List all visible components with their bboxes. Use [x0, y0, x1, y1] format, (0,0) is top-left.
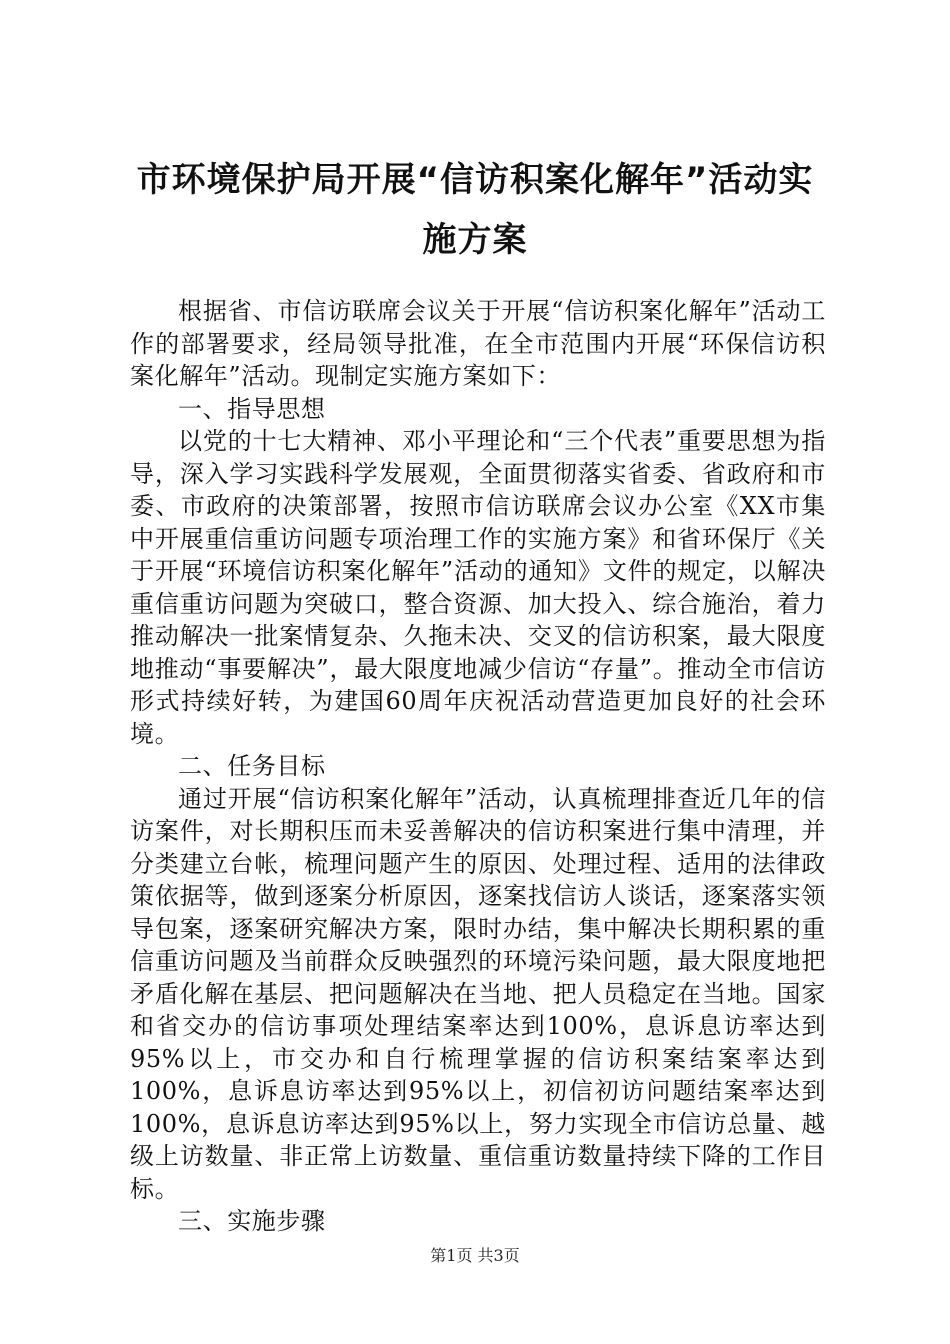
- guiding-ideology-paragraph: 以党的十七大精神、邓小平理论和“三个代表”重要思想为指导，深入学习实践科学发展观，全面贯彻落实省委、省政府和市委、市政府的决策部署，按照市信访联席会议办公室《XX市集中开展重信重访问题专项治理工作的实施方案》和省环保厅《关于开展“环境信访积案化解年”活动的通知》文件的规定，以解决重信重访问题为突破口，整合资源、加大投入、综合施治，着力推动解决一批案情复杂、久拖未决、交叉的信访积案，最大限度地推动“事要解决”，最大限度地减少信访“存量”。推动全市信访形式持续好转，为建国60周年庆祝活动营造更加良好的社会环境。: [130, 427, 826, 748]
- document-body: [130, 295, 826, 1238]
- page-number-footer: 第1页 共3页: [430, 1246, 520, 1265]
- section-heading-implementation-steps: 三、实施步骤: [178, 1207, 326, 1235]
- section-heading-task-goals: 二、任务目标: [178, 752, 326, 780]
- document-title-line1: 市环境保护局开展“信访积案化解年”活动实: [136, 160, 814, 200]
- document-title-line2: 施方案: [422, 220, 528, 260]
- section-heading-guiding-ideology: 一、指导思想: [178, 394, 326, 423]
- intro-paragraph: 根据省、市信访联席会议关于开展“信访积案化解年”活动工作的部署要求，经局领导批准，在全市范围内开展“环保信访积案化解年”活动。现制定实施方案如下：: [130, 297, 826, 390]
- task-goals-paragraph: 通过开展“信访积案化解年”活动，认真梳理排查近几年的信访案件，对长期积压而未妥善解决的信访积案进行集中清理，并分类建立台帐，梳理问题产生的原因、处理过程、适用的法律政策依据等，做到逐案分析原因，逐案找信访人谈话，逐案落实领导包案，逐案研究解决方案，限时办结，集中解决长期积累的重信重访问题及当前群众反映强烈的环境污染问题，最大限度地把矛盾化解在基层、把问题解决在当地、把人员稳定在当地。国家和省交办的信访事项处理结案率达到100%，息诉息访率达到95%以上，市交办和自行梳理掌握的信访积案结案率达到100%，息诉息访率达到95%以上，初信初访问题结案率达到100%，息诉息访率达到95%以上，努力实现全市信访总量、越级上访数量、非正常上访数量、重信重访数量持续下降的工作目标。: [130, 784, 826, 1203]
